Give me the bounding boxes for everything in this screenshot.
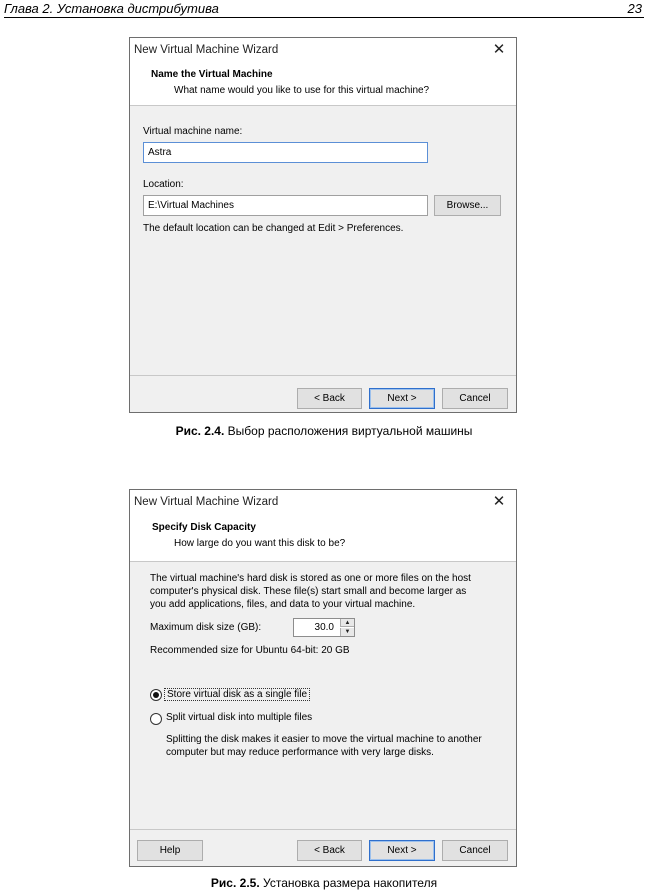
vm-name-input[interactable]: Astra	[143, 142, 428, 163]
single-file-label[interactable]: Store virtual disk as a single file	[164, 688, 310, 701]
disk-size-stepper[interactable]	[293, 618, 355, 637]
help-button[interactable]: Help	[137, 840, 203, 861]
split-note-line: Splitting the disk makes it easier to move the virtual machine to another	[166, 734, 482, 745]
wizard-header	[130, 516, 516, 562]
recommended-size: Recommended size for Ubuntu 64-bit: 20 GB	[150, 645, 350, 656]
wizard-subheading: How large do you want this disk to be?	[174, 538, 346, 549]
wizard-dialog-name-vm	[129, 37, 517, 413]
disk-description-line: The virtual machine's hard disk is stored as one or more files on the host	[150, 573, 471, 584]
caption-text: Установка размера накопителя	[259, 876, 438, 890]
caption-number: Рис. 2.4.	[175, 424, 225, 438]
split-note-line: computer but may reduce performance with very large disks.	[166, 747, 434, 758]
footer-divider	[130, 829, 516, 830]
back-button[interactable]: < Back	[297, 840, 362, 861]
location-label: Location:	[143, 179, 184, 190]
spin-up-icon[interactable]: ▲	[340, 619, 354, 627]
multiple-files-radio[interactable]	[150, 713, 162, 725]
caption-number: Рис. 2.5.	[210, 876, 260, 890]
wizard-header	[130, 64, 516, 106]
back-button[interactable]: < Back	[297, 388, 362, 409]
chapter-title: Глава 2. Установка дистрибутива	[4, 1, 219, 16]
next-button[interactable]: Next >	[369, 840, 435, 861]
location-hint: The default location can be changed at Edit > Preferences.	[143, 223, 404, 234]
browse-button[interactable]: Browse...	[434, 195, 501, 216]
disk-description-line: computer's physical disk. These file(s) start small and become larger as	[150, 586, 467, 597]
caption-text: Выбор расположения виртуальной машины	[224, 424, 473, 438]
wizard-subheading: What name would you like to use for this virtual machine?	[174, 85, 430, 96]
wizard-heading: Specify Disk Capacity	[152, 522, 256, 533]
single-file-radio[interactable]	[150, 689, 162, 701]
window-title: New Virtual Machine Wizard	[134, 496, 279, 508]
spin-down-icon[interactable]: ▼	[340, 628, 354, 636]
title-bar	[130, 38, 516, 64]
next-button[interactable]: Next >	[369, 388, 435, 409]
close-icon[interactable]: ✕	[492, 493, 506, 510]
vm-name-label: Virtual machine name:	[143, 126, 243, 137]
figure-caption-2	[0, 876, 648, 890]
page-number: 23	[627, 1, 642, 16]
figure-caption-1	[0, 424, 648, 438]
wizard-heading: Name the Virtual Machine	[151, 69, 273, 80]
wizard-dialog-disk-capacity	[129, 489, 517, 867]
footer-divider	[130, 375, 516, 376]
page-header	[4, 0, 644, 18]
disk-size-value: 30.0	[314, 622, 334, 633]
disk-description-line: you add applications, files, and data to your virtual machine.	[150, 599, 416, 610]
window-title: New Virtual Machine Wizard	[134, 44, 279, 56]
cancel-button[interactable]: Cancel	[442, 388, 508, 409]
cancel-button[interactable]: Cancel	[442, 840, 508, 861]
location-input[interactable]: E:\Virtual Machines	[143, 195, 428, 216]
close-icon[interactable]: ✕	[492, 41, 506, 58]
multiple-files-label[interactable]: Split virtual disk into multiple files	[166, 712, 313, 723]
max-disk-size-label: Maximum disk size (GB):	[150, 622, 262, 633]
title-bar	[130, 490, 516, 516]
